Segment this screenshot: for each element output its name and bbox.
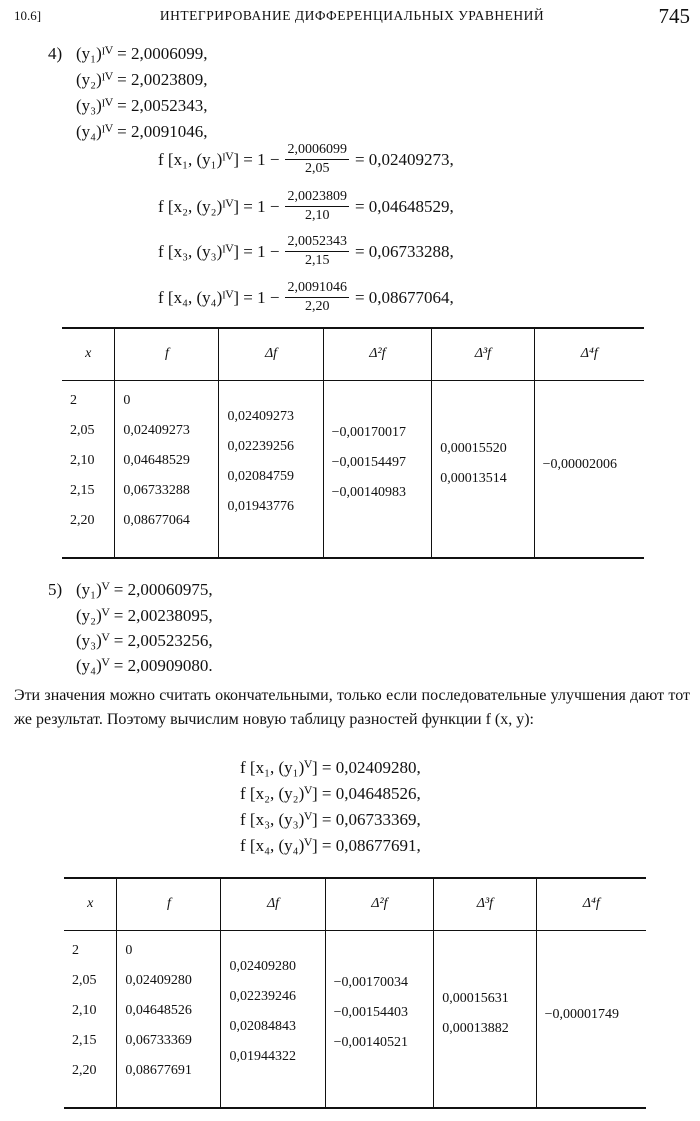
f-eq-lhs: f [x₁, (y₁)ᴵⱽ] = 1 − [158, 149, 280, 169]
cell-x: 2,05 [70, 422, 95, 438]
page-number: 745 [658, 4, 690, 28]
cell-x: 2,15 [72, 1032, 97, 1048]
fraction [285, 189, 349, 224]
col-d1 [221, 930, 325, 1108]
step4-label: 4) [48, 44, 63, 63]
col-header-d1: Δf [221, 878, 325, 930]
step5-value: = 2,00238095, [113, 606, 213, 625]
col-d2 [325, 930, 434, 1108]
cell-d1: 0,02409280 [229, 958, 296, 974]
col-d3 [434, 930, 536, 1108]
f-eq-rhs: = 0,02409273, [354, 149, 454, 169]
step5-line-1 [48, 580, 213, 600]
cell-f: 0 [123, 392, 131, 408]
fraction-numerator: 2,0023809 [285, 189, 349, 207]
step4-line-1 [48, 44, 207, 64]
step5-y: (y₁)ⱽ [76, 580, 110, 599]
fraction [285, 142, 349, 177]
f-eq-rhs: = 0,06733288, [354, 241, 454, 261]
f-final-3: f [x₃, (y₃)ⱽ] = 0,06733369, [240, 810, 421, 829]
cell-f: 0,02409280 [125, 972, 192, 988]
col-header-f: f [117, 878, 221, 930]
table-header-row [62, 328, 644, 380]
cell-d1: 0,01943776 [227, 498, 294, 514]
cell-x: 2 [70, 392, 77, 408]
running-header [14, 4, 690, 30]
table-body-row [62, 380, 644, 558]
cell-d3: 0,00015520 [440, 440, 507, 456]
step4-y: (y₂)ᴵⱽ [76, 70, 113, 89]
fraction-numerator: 2,0052343 [285, 234, 349, 252]
cell-d3: 0,00015631 [442, 990, 509, 1006]
cell-f: 0,08677064 [123, 512, 190, 528]
cell-f: 0,06733369 [125, 1032, 192, 1048]
cell-d2: −0,00140521 [333, 1034, 408, 1050]
step4-y: (y₄)ᴵⱽ [76, 122, 113, 141]
f-eq-lhs: f [x₄, (y₄)ᴵⱽ] = 1 − [158, 287, 280, 307]
difference-table-2 [64, 877, 646, 1109]
col-x [64, 930, 117, 1108]
fraction-denominator: 2,20 [304, 299, 330, 314]
fraction-denominator: 2,15 [304, 253, 330, 268]
cell-d2: −0,00154403 [333, 1004, 408, 1020]
cell-d1: 0,02084759 [227, 468, 294, 484]
fraction [285, 280, 349, 315]
cell-d1: 0,02239246 [229, 988, 296, 1004]
f-final-2: f [x₂, (y₂)ⱽ] = 0,04648526, [240, 784, 421, 803]
col-header-d3: Δ³f [434, 878, 536, 930]
cell-f: 0,04648529 [123, 452, 190, 468]
cell-d2: −0,00170017 [331, 424, 406, 440]
step4-value: = 2,0023809, [117, 70, 208, 89]
fraction-numerator: 2,0091046 [285, 280, 349, 298]
f-eq-lhs: f [x₂, (y₂)ᴵⱽ] = 1 − [158, 196, 280, 216]
col-header-d4: Δ⁴f [536, 878, 646, 930]
cell-f: 0,04648526 [125, 1002, 192, 1018]
col-header-d3: Δ³f [432, 328, 534, 380]
step4-value: = 2,0091046, [117, 122, 208, 141]
f-eq-rhs: = 0,08677064, [354, 287, 454, 307]
cell-x: 2,10 [72, 1002, 97, 1018]
cell-x: 2,20 [70, 512, 95, 528]
cell-d4: −0,00001749 [544, 1006, 619, 1022]
col-header-x: x [62, 328, 115, 380]
cell-d3: 0,00013882 [442, 1020, 509, 1036]
col-header-d1: Δf [219, 328, 323, 380]
step5-y: (y₂)ⱽ [76, 606, 110, 625]
cell-d2: −0,00140983 [331, 484, 406, 500]
fraction [285, 234, 349, 269]
table-header-row [64, 878, 646, 930]
fraction-denominator: 2,05 [304, 161, 330, 176]
step5-label: 5) [48, 580, 63, 599]
col-f [117, 930, 221, 1108]
step5-line-3 [76, 631, 213, 651]
step4-line-3 [76, 96, 207, 116]
col-header-x: x [64, 878, 117, 930]
cell-x: 2,10 [70, 452, 95, 468]
step5-y: (y₄)ⱽ [76, 656, 110, 675]
col-header-d2: Δ²f [325, 878, 434, 930]
col-d4 [534, 380, 644, 558]
f-equation-4 [158, 280, 454, 315]
section-number: 10.6] [14, 8, 42, 23]
f-final-4: f [x₄, (y₄)ⱽ] = 0,08677691, [240, 836, 421, 855]
f-equation-3 [158, 234, 454, 269]
col-header-d4: Δ⁴f [534, 328, 644, 380]
f-equation-2 [158, 189, 454, 224]
fraction-numerator: 2,0006099 [285, 142, 349, 160]
f-equation-1 [158, 142, 454, 177]
table-body-row [64, 930, 646, 1108]
step5-value: = 2,00060975, [113, 580, 213, 599]
col-header-d2: Δ²f [323, 328, 432, 380]
step4-y: (y₃)ᴵⱽ [76, 96, 113, 115]
col-d4 [536, 930, 646, 1108]
step5-line-4 [76, 656, 213, 676]
col-d1 [219, 380, 323, 558]
step4-line-2 [76, 70, 207, 90]
cell-f: 0,08677691 [125, 1062, 192, 1078]
step5-y: (y₃)ⱽ [76, 631, 110, 650]
cell-x: 2 [72, 942, 79, 958]
cell-d2: −0,00154497 [331, 454, 406, 470]
f-eq-rhs: = 0,04648529, [354, 196, 454, 216]
f-final-1: f [x₁, (y₁)ⱽ] = 0,02409280, [240, 758, 421, 777]
step5-value: = 2,00523256, [113, 631, 213, 650]
cell-f: 0,06733288 [123, 482, 190, 498]
col-header-f: f [115, 328, 219, 380]
step4-y: (y₁)ᴵⱽ [76, 44, 113, 63]
cell-d1: 0,02409273 [227, 408, 294, 424]
cell-d1: 0,02239256 [227, 438, 294, 454]
f-eq-lhs: f [x₃, (y₃)ᴵⱽ] = 1 − [158, 241, 280, 261]
cell-x: 2,20 [72, 1062, 97, 1078]
cell-d1: 0,01944322 [229, 1048, 296, 1064]
fraction-denominator: 2,10 [304, 208, 330, 223]
cell-f: 0,02409273 [123, 422, 190, 438]
col-f [115, 380, 219, 558]
difference-table-1 [62, 327, 644, 559]
cell-x: 2,05 [72, 972, 97, 988]
cell-d2: −0,00170034 [333, 974, 408, 990]
cell-d4: −0,00002006 [542, 456, 617, 472]
col-d2 [323, 380, 432, 558]
col-d3 [432, 380, 534, 558]
cell-d3: 0,00013514 [440, 470, 507, 486]
col-x [62, 380, 115, 558]
step4-line-4 [76, 122, 207, 142]
step5-line-2 [76, 606, 213, 626]
cell-x: 2,15 [70, 482, 95, 498]
cell-f: 0 [125, 942, 133, 958]
running-title: ИНТЕГРИРОВАНИЕ ДИФФЕРЕНЦИАЛЬНЫХ УРАВНЕНИЙ [159, 8, 545, 23]
step5-value: = 2,00909080. [113, 656, 213, 675]
cell-d1: 0,02084843 [229, 1018, 296, 1034]
step4-value: = 2,0006099, [117, 44, 208, 63]
step4-value: = 2,0052343, [117, 96, 208, 115]
body-paragraph: Эти значения можно считать окончательными, только если последовательные улучшения дают тот же результат. Поэтому вычислим новую таблицу разностей функции f (x, y): [14, 687, 690, 728]
